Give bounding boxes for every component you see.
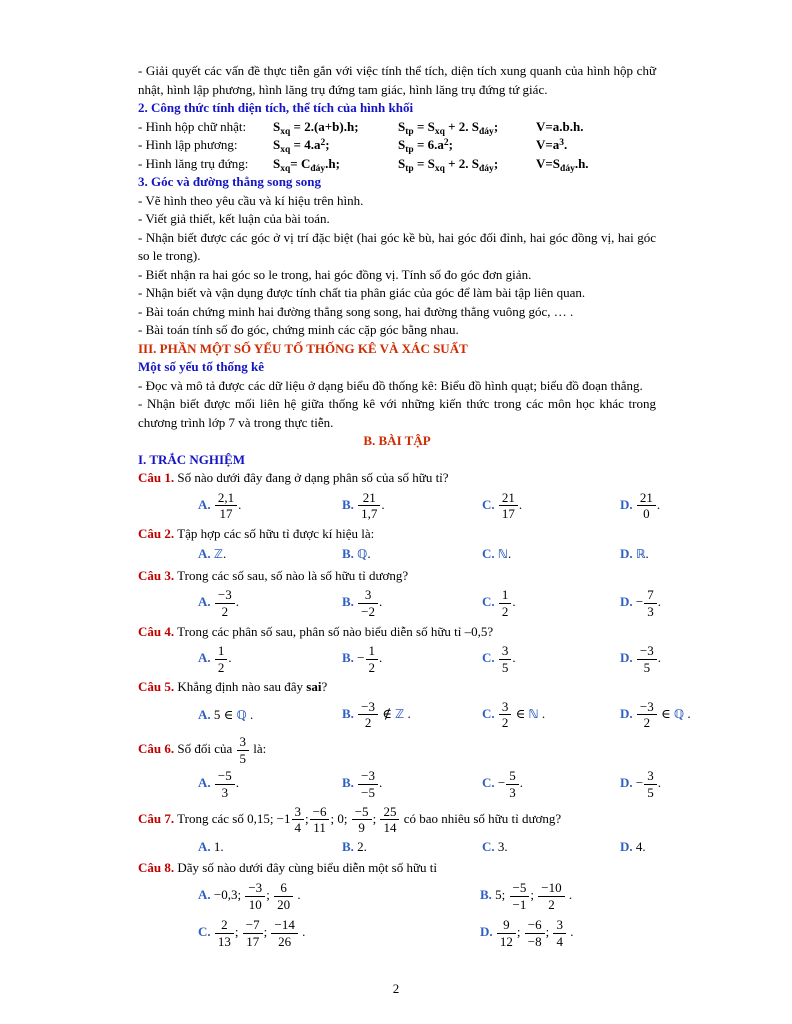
option-letter: B. <box>342 705 358 721</box>
fraction <box>215 491 237 521</box>
fraction <box>243 918 263 948</box>
fraction-numerator: 3 <box>553 918 566 934</box>
bold-text: sai <box>306 679 322 695</box>
answer-option-a: A. $\frac{1}{2}$ . <box>198 643 232 675</box>
question-6 <box>138 734 661 804</box>
formula-row-label: - Hình hộp chữ nhật: <box>138 118 247 134</box>
fraction-denominator: 5 <box>643 659 651 675</box>
option-letter: D. <box>620 594 636 610</box>
option-letter: C. <box>482 650 498 666</box>
answer-option-a: A. −0,3; $\frac{-3}{10}$ ; $\frac{6}{20}$ . <box>198 879 301 912</box>
option-letter: C. <box>482 775 498 791</box>
fraction <box>274 881 293 911</box>
formula: $V=a^3$. <box>536 137 568 152</box>
answer-options <box>198 766 661 803</box>
fraction <box>499 588 512 618</box>
fraction <box>499 700 512 730</box>
fraction-denominator: 17 <box>246 933 260 949</box>
fraction <box>553 918 566 948</box>
question-number-label: Câu 7. <box>138 810 175 826</box>
fraction <box>215 918 234 948</box>
fraction-numerator: 3 <box>644 769 657 785</box>
formula-row-label: - Hình lăng trụ đứng: <box>138 155 249 171</box>
fraction-denominator: 5 <box>647 785 654 801</box>
fraction-numerator: 7 <box>644 588 657 604</box>
fraction-denominator: −8 <box>527 933 542 949</box>
fraction-denominator: 2 <box>501 715 509 731</box>
fraction <box>506 769 519 799</box>
fraction <box>271 918 297 948</box>
fraction-numerator: 25 <box>380 805 399 821</box>
question-text: Câu 8. Dãy số nào dưới đây cùng biểu diễn một số hữu tỉ <box>138 860 438 876</box>
statistics-bullet-list <box>138 377 656 433</box>
answer-option-d: D. 4. <box>620 838 646 854</box>
fraction-numerator: −3 <box>637 700 657 716</box>
fraction-denominator: 1,7 <box>361 506 378 522</box>
bullet-item: - Bài toán tính số đo góc, chứng minh các cặp góc bằng nhau. <box>138 322 459 337</box>
formula: $S_{tp} = S_{xq} + 2$. $S_{đáy}$; <box>398 118 499 137</box>
answer-option-d: D. $\frac{-3}{5}$ . <box>620 643 661 675</box>
fraction-denominator: 17 <box>501 506 515 522</box>
formula-table <box>138 118 656 174</box>
answer-option-d: D. $\frac{-3}{2}$ ∈ ℚ . <box>620 698 691 731</box>
option-letter: A. <box>198 838 214 854</box>
option-letter: C. <box>482 705 498 721</box>
fraction-numerator: 21 <box>499 491 518 507</box>
fraction-denominator: 12 <box>499 933 513 949</box>
bullet-item: - Viết giả thiết, kết luận của bài toán. <box>138 211 330 226</box>
fraction <box>310 805 330 835</box>
fraction <box>366 644 379 674</box>
question-8 <box>138 859 656 952</box>
question-1 <box>138 469 661 525</box>
fraction-numerator: 21 <box>637 491 656 507</box>
fraction-numerator: 2,1 <box>215 491 237 507</box>
number-set-symbol: ℕ <box>528 706 539 721</box>
fraction-denominator: 13 <box>217 933 231 949</box>
question-number-label: Câu 6. <box>138 741 175 757</box>
question-text: Câu 7. Trong các số 0,15; −1 $\frac{3}{4}$ ; $\frac{-6}{11}$ ; 0; $\frac{-5}{9}$ ; $\frac{25}{14}$ có bao nhiêu số hữu tỉ dương? <box>138 803 562 836</box>
question-2 <box>138 525 656 567</box>
answer-option-c: C. 3. <box>482 838 508 854</box>
fraction-denominator: 17 <box>219 506 233 522</box>
question-text: Câu 3. Trong các số sau, số nào là số hữu tỉ dương? <box>138 567 409 583</box>
answer-option-b: B. $\frac{-3}{-5}$ . <box>342 768 383 801</box>
bullet-item: - Nhận biết được mối liên hệ giữa thống kê với những kiến thức trong các môn học khác trong chương trình lớp 7 và trong thực tiễn. <box>138 396 656 430</box>
answer-option-c: C. $\frac{3}{2}$ ∈ ℕ . <box>482 698 546 731</box>
answer-option-d: D. $\frac{9}{12}$ ; $\frac{-6}{-8}$ ; $\frac{3}{4}$ . <box>480 917 574 949</box>
answer-option-c: C. $\frac{1}{2}$ . <box>482 587 516 619</box>
section-3-bullet-list <box>138 192 656 340</box>
fraction-denominator: 2 <box>643 715 651 731</box>
option-letter: D. <box>620 650 636 666</box>
answer-option-d: D. ℝ. <box>620 546 649 562</box>
fraction-numerator: −5 <box>510 881 530 897</box>
fraction-denominator: 2 <box>221 603 229 619</box>
fraction-denominator: 2 <box>217 659 225 675</box>
bullet-item: - Đọc và mô tả được các dữ liệu ở dạng biểu đồ thống kê: Biểu đồ hình quạt; biểu đồ đoạn thẳng. <box>138 377 643 393</box>
answer-option-a: A. 1. <box>198 838 224 854</box>
fraction-numerator: 1 <box>215 644 228 660</box>
section-3-heading: 3. Góc và đường thẳng song song <box>138 174 321 189</box>
fraction-denominator: −1 <box>512 896 527 912</box>
fraction-numerator: −3 <box>215 588 235 604</box>
option-letter: A. <box>198 706 214 722</box>
answer-options <box>198 641 661 678</box>
page-number: 2 <box>392 980 400 996</box>
fraction-numerator: −6 <box>525 918 545 934</box>
option-letter: D. <box>620 546 636 562</box>
answer-options <box>198 878 656 953</box>
answer-option-d: D. − $\frac{7}{3}$ . <box>620 587 661 619</box>
answer-option-b: B. 5; $\frac{-5}{-1}$ ; $\frac{-10}{2}$ . <box>480 879 573 912</box>
fraction <box>215 769 235 799</box>
fraction-denominator: 3 <box>647 603 654 619</box>
answer-options <box>198 488 661 525</box>
fraction-numerator: −6 <box>310 805 330 821</box>
number-set-symbol: ℕ <box>497 547 508 562</box>
option-letter: D. <box>620 838 636 854</box>
part-iii-heading: III. PHẦN MỘT SỐ YẾU TỐ THỐNG KÊ VÀ XÁC SUẤT <box>138 340 468 356</box>
question-number-label: Câu 4. <box>138 623 175 639</box>
bullet-item: - Nhận biết được các góc ở vị trí đặc biệt (hai góc kề bù, hai góc đối đỉnh, hai góc đồng vị, hai góc so le trong). <box>138 229 656 263</box>
number-set-symbol: ℤ <box>213 547 223 562</box>
section-2-heading: 2. Công thức tính diện tích, thể tích của hình khối <box>138 100 414 115</box>
fraction-denominator: 2 <box>501 603 509 619</box>
number-set-symbol: ℚ <box>236 707 247 722</box>
question-text: Câu 2. Tập hợp các số hữu tỉ được kí hiệu là: <box>138 525 375 541</box>
question-number-label: Câu 8. <box>138 860 175 876</box>
fraction <box>358 491 380 521</box>
formula: $S_{xq} = 4.a^2$; <box>273 137 330 155</box>
bullet-item: - Nhận biết và vận dụng được tính chất tia phân giác của góc để làm bài tập liên quan. <box>138 285 586 300</box>
fraction-numerator: 3 <box>292 805 305 821</box>
fraction-numerator: −7 <box>243 918 263 934</box>
formula: $S_{xq} = 2.(a+b).h$; <box>273 118 359 137</box>
option-letter: D. <box>620 705 636 721</box>
question-number-label: Câu 3. <box>138 567 175 583</box>
fraction-denominator: 11 <box>313 820 326 836</box>
option-letter: A. <box>198 775 214 791</box>
fraction-denominator: −5 <box>361 785 376 801</box>
formula: $S_{tp} = S_{xq} + 2$. $S_{đáy}$; <box>398 155 499 174</box>
question-text: Câu 5. Khẳng định nào sau đây sai? <box>138 679 328 695</box>
formula: V=a.b.h. <box>536 118 584 134</box>
formula: $V=S_{đáy}.h$. <box>536 155 589 174</box>
fraction-denominator: 5 <box>239 750 247 766</box>
answer-option-d: D. − $\frac{3}{5}$ . <box>620 768 661 801</box>
question-text: Câu 6. Số đối của $\frac{3}{5}$ là: <box>138 734 267 766</box>
number-set-symbol: ℝ <box>635 547 646 562</box>
fraction-denominator: 26 <box>278 933 292 949</box>
fraction-numerator: 2 <box>215 918 234 934</box>
fraction-denominator: 3 <box>509 785 516 801</box>
option-letter: B. <box>342 775 358 791</box>
answer-option-a: A. $\frac{2,1}{17}$ . <box>198 489 242 522</box>
option-letter: B. <box>480 887 496 903</box>
fraction-numerator: 3 <box>237 735 250 751</box>
question-7 <box>138 804 656 860</box>
option-letter: C. <box>198 924 214 940</box>
fraction-numerator: −5 <box>215 769 235 785</box>
fraction <box>497 918 516 948</box>
question-5 <box>138 678 691 734</box>
fraction-denominator: 2 <box>548 896 555 912</box>
fraction-numerator: −5 <box>352 805 372 821</box>
option-letter: A. <box>198 496 214 512</box>
formula: $S_{tp} = 6.a^2$; <box>398 137 453 155</box>
option-letter: C. <box>482 546 498 562</box>
option-letter: B. <box>342 496 358 512</box>
formula-row <box>138 155 656 174</box>
answer-option-c: C. $\frac{3}{5}$ . <box>482 643 516 675</box>
fraction-denominator: −2 <box>361 603 376 619</box>
answer-option-c: C. ℕ. <box>482 546 512 562</box>
fraction-denominator: 4 <box>556 933 563 949</box>
answer-option-b: B. $\frac{21}{1,7}$ . <box>342 489 385 522</box>
fraction <box>358 769 378 799</box>
answer-option-c: C. − $\frac{5}{3}$ . <box>482 768 523 801</box>
number-set-symbol: ℚ <box>357 547 368 562</box>
fraction <box>644 769 657 799</box>
fraction-numerator: 5 <box>506 769 519 785</box>
option-letter: A. <box>198 546 214 562</box>
option-letter: A. <box>198 887 214 903</box>
answer-options <box>198 585 661 622</box>
fraction <box>637 700 657 730</box>
fraction-numerator: −3 <box>637 644 657 660</box>
answer-option-a: A. ℤ. <box>198 546 227 562</box>
question-number-label: Câu 1. <box>138 470 175 485</box>
fraction <box>644 588 657 618</box>
option-letter: C. <box>482 838 498 854</box>
question-text: Câu 4. Trong các phân số sau, phân số nào biểu diễn số hữu tỉ –0,5? <box>138 623 494 639</box>
answer-option-a: A. $\frac{-3}{2}$ . <box>198 587 239 619</box>
fraction <box>292 805 305 835</box>
answer-option-a: A. 5 ∈ ℚ . <box>198 706 254 722</box>
fraction-numerator: 3 <box>499 700 512 716</box>
fraction-numerator: 3 <box>358 588 378 604</box>
bullet-item: - Bài toán chứng minh hai đường thẳng song song, hai đường thẳng vuông góc, … . <box>138 303 574 319</box>
fraction <box>499 644 512 674</box>
fraction <box>525 918 545 948</box>
fraction <box>499 491 518 521</box>
option-letter: B. <box>342 594 358 610</box>
fraction <box>215 588 235 618</box>
fraction <box>245 881 265 911</box>
question-4 <box>138 623 661 679</box>
fraction-numerator: −14 <box>271 918 297 934</box>
option-letter: D. <box>480 924 496 940</box>
answer-option-d: D. $\frac{21}{0}$ . <box>620 489 661 522</box>
option-letter: B. <box>342 838 358 854</box>
answer-option-b: B. ℚ. <box>342 546 371 562</box>
answer-option-b: B. $\frac{3}{-2}$ . <box>342 587 383 619</box>
fraction-numerator: −3 <box>358 769 378 785</box>
fraction-numerator: 21 <box>358 491 380 507</box>
fraction <box>352 805 372 835</box>
number-set-symbol: ℤ <box>395 706 405 721</box>
answer-options <box>198 836 656 860</box>
formula-row-label: - Hình lập phương: <box>138 137 238 152</box>
fraction-numerator: 9 <box>497 918 516 934</box>
fraction-numerator: 1 <box>499 588 512 604</box>
fraction-numerator: −10 <box>538 881 564 897</box>
answer-option-b: B. $\frac{-3}{2}$ ∉ ℤ . <box>342 698 411 731</box>
option-letter: C. <box>482 594 498 610</box>
fraction-numerator: 3 <box>499 644 512 660</box>
intro-paragraph: - Giải quyết các vấn đề thực tiễn gắn với việc tính thể tích, diện tích xung quanh của hình hộp chữ nhật, hình lập phương, hình lăng trụ đứng tam giác, hình lăng trụ đứng tứ giác. <box>138 63 656 97</box>
option-letter: B. <box>342 650 358 666</box>
fraction <box>637 491 656 521</box>
answer-option-b: B. − $\frac{1}{2}$ . <box>342 643 383 675</box>
fraction <box>237 735 250 765</box>
fraction-denominator: 10 <box>248 896 262 912</box>
fraction-denominator: 9 <box>358 820 365 836</box>
formula-row <box>138 136 656 155</box>
question-number-label: Câu 5. <box>138 679 175 695</box>
fraction <box>637 644 657 674</box>
fraction-denominator: 4 <box>294 820 302 836</box>
option-letter: C. <box>482 496 498 512</box>
fraction <box>358 700 378 730</box>
question-text: Câu 1. Số nào dưới đây đang ở dạng phân số của số hữu tỉ? <box>138 470 449 485</box>
formula-row <box>138 118 656 137</box>
fraction <box>215 644 228 674</box>
fraction-denominator: 0 <box>643 506 650 522</box>
option-letter: A. <box>198 594 214 610</box>
fraction-denominator: 20 <box>277 896 291 912</box>
fraction-numerator: 6 <box>274 881 293 897</box>
option-letter: D. <box>620 496 636 512</box>
option-letter: A. <box>198 650 214 666</box>
fraction-denominator: 14 <box>383 820 397 836</box>
fraction <box>538 881 564 911</box>
question-number-label: Câu 2. <box>138 525 175 541</box>
answer-option-a: A. $\frac{-5}{3}$ . <box>198 768 239 801</box>
option-letter: D. <box>620 775 636 791</box>
bullet-item: - Vẽ hình theo yêu cầu và kí hiệu trên hình. <box>138 192 364 208</box>
answer-options <box>198 543 656 567</box>
answer-option-c: C. $\frac{21}{17}$ . <box>482 489 523 522</box>
question-3 <box>138 567 661 623</box>
answer-option-c: C. $\frac{2}{13}$ ; $\frac{-7}{17}$ ; $\frac{-14}{26}$ . <box>198 917 306 949</box>
multiple-choice-heading: I. TRẮC NGHIỆM <box>138 451 246 467</box>
answer-option-b: B. 2. <box>342 838 367 854</box>
statistics-heading: Một số yếu tố thống kê <box>138 359 265 374</box>
fraction-numerator: 1 <box>366 644 379 660</box>
fraction-denominator: 2 <box>364 715 372 731</box>
fraction-denominator: 2 <box>368 659 376 675</box>
fraction <box>358 588 378 618</box>
fraction <box>510 881 530 911</box>
fraction <box>380 805 399 835</box>
formula: $S_{xq}= C_{đáy}.h$; <box>273 155 340 174</box>
option-letter: B. <box>342 546 358 562</box>
part-b-heading: B. BÀI TẬP <box>363 433 431 448</box>
question-list <box>138 469 691 953</box>
fraction-numerator: −3 <box>358 700 378 716</box>
number-set-symbol: ℚ <box>673 706 685 721</box>
bullet-item: - Biết nhận ra hai góc so le trong, hai góc đồng vị. Tính số đo góc đơn giản. <box>138 266 532 282</box>
fraction-denominator: 5 <box>501 659 509 675</box>
fraction-numerator: −3 <box>245 881 265 897</box>
answer-options <box>198 697 691 734</box>
fraction-denominator: 3 <box>221 785 229 801</box>
